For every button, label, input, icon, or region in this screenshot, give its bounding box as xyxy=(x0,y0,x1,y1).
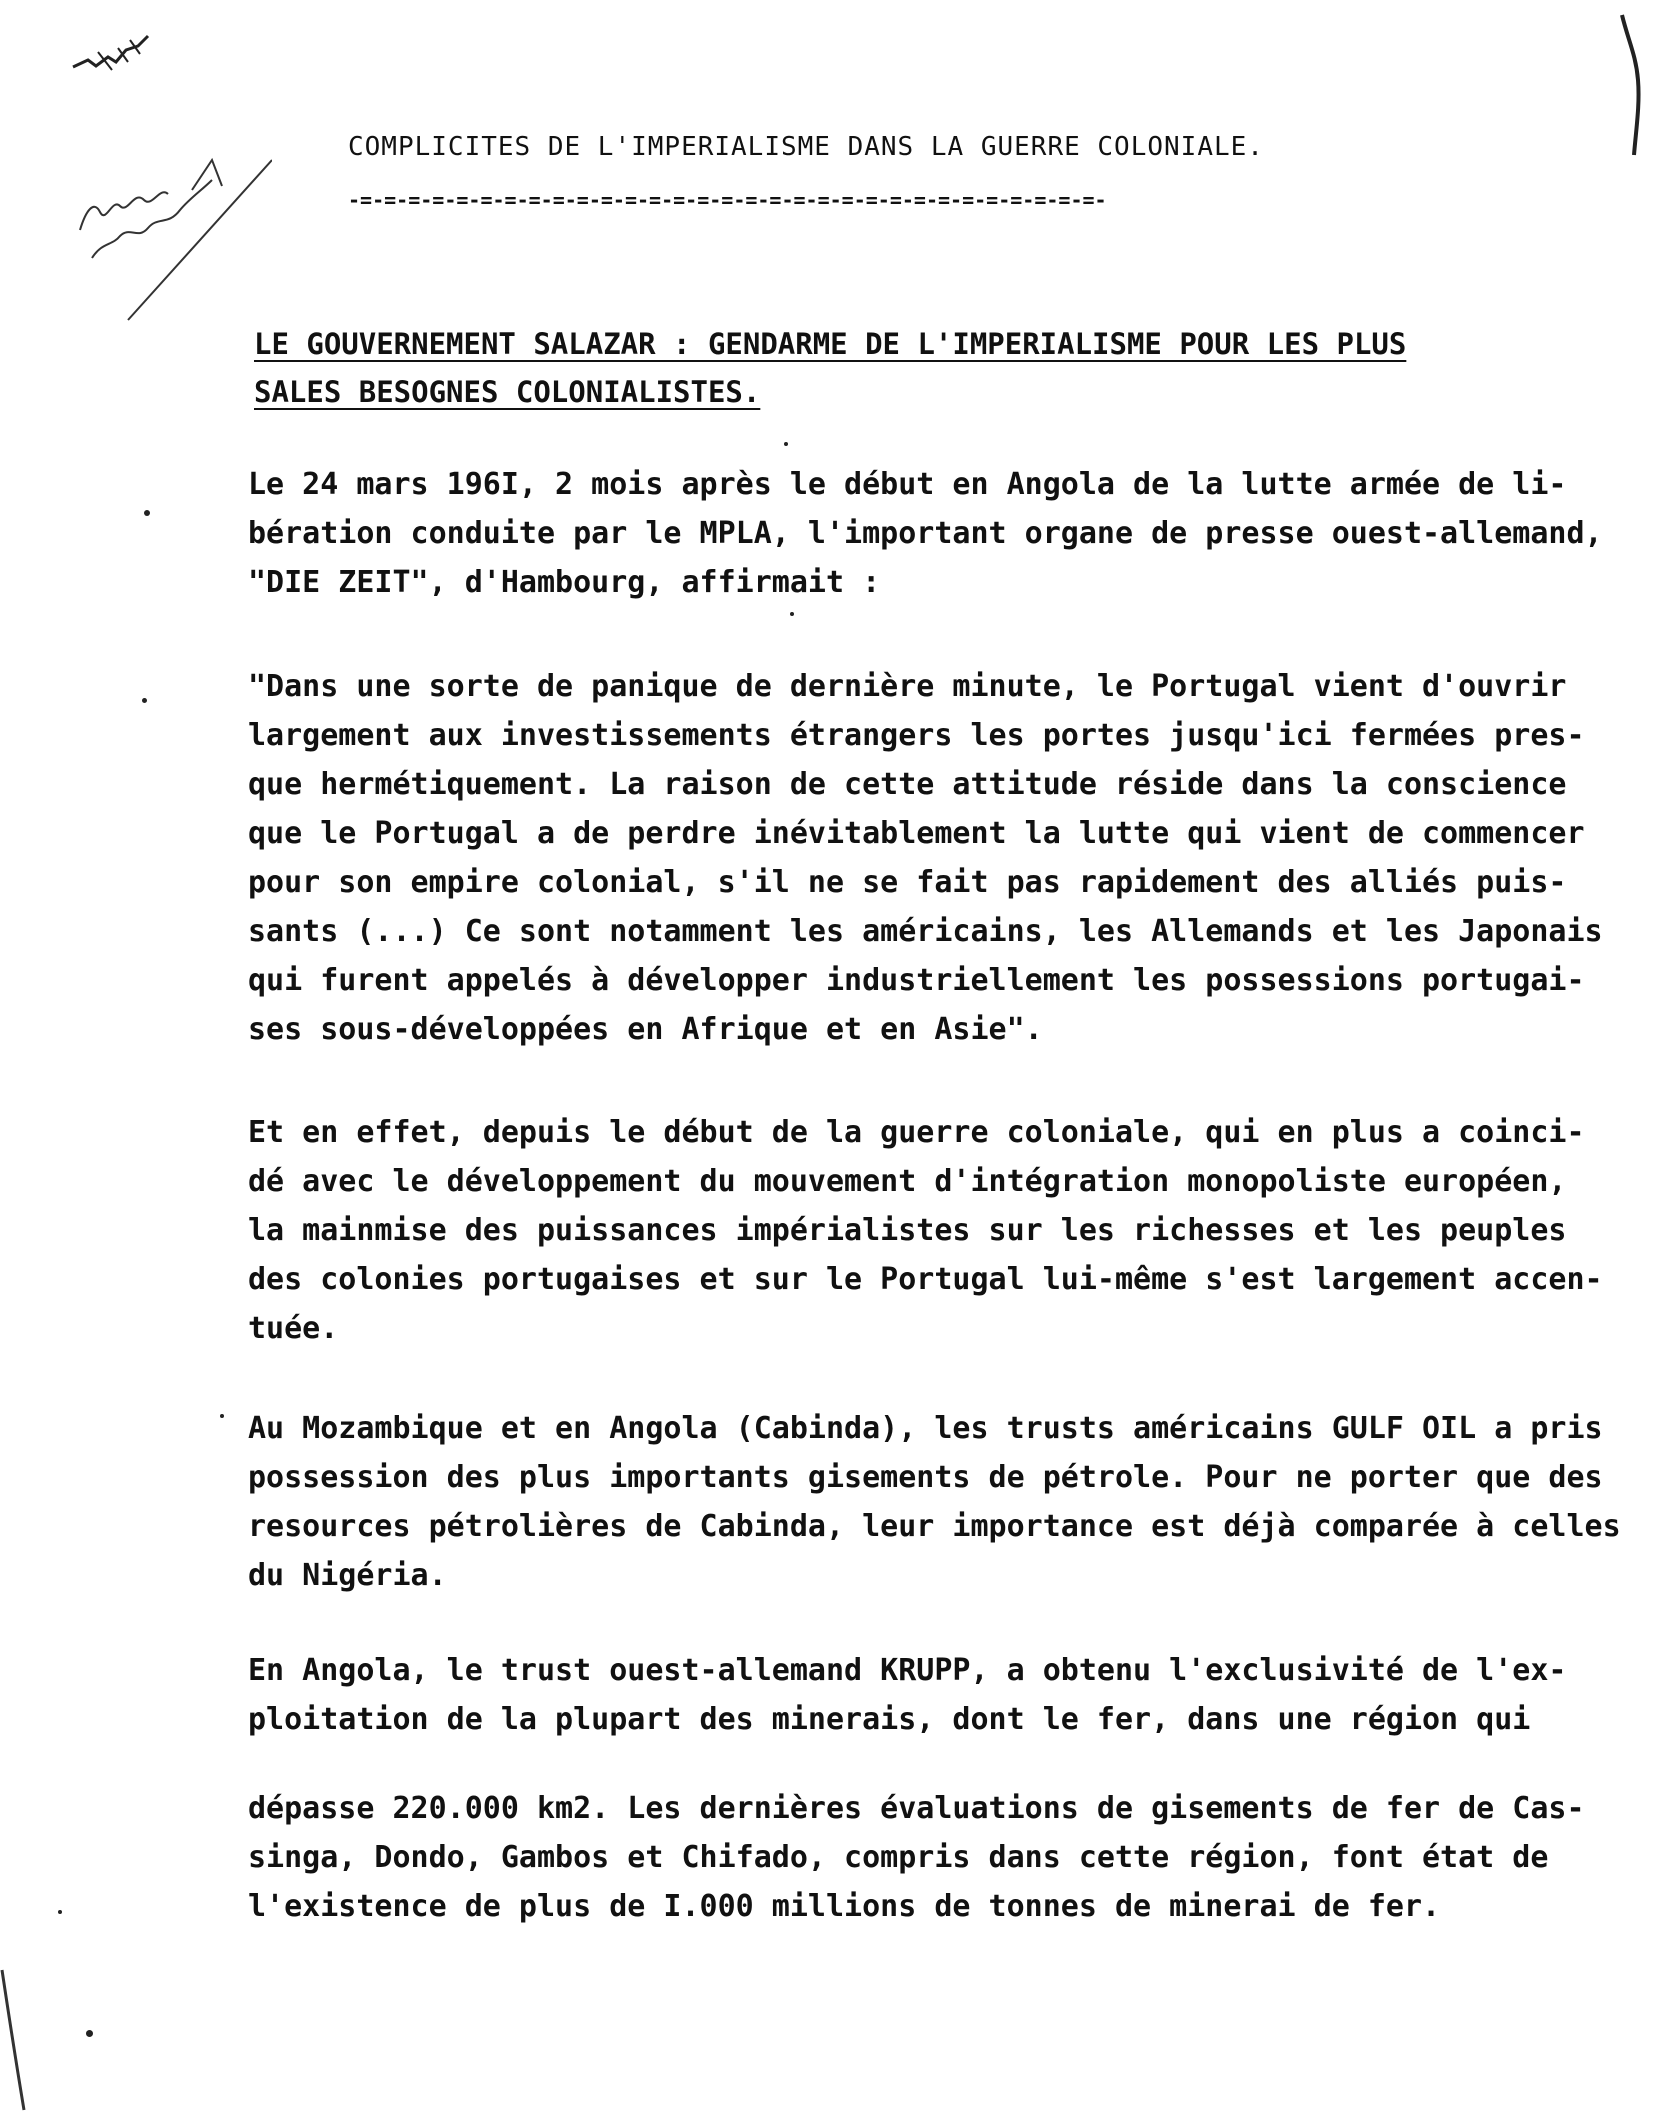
ink-speck xyxy=(784,442,788,446)
text-line: dé avec le développement du mouvement d'intégration monopoliste européen, xyxy=(248,1164,1567,1199)
text-line: dépasse 220.000 km2. Les dernières évaluations de gisements de fer de Cas- xyxy=(248,1791,1585,1826)
text-line: l'existence de plus de I.000 millions de tonnes de minerai de fer. xyxy=(248,1889,1441,1924)
ink-speck xyxy=(790,612,794,616)
text-line: du Nigéria. xyxy=(248,1558,447,1593)
handwritten-annotation xyxy=(72,150,272,330)
text-line: des colonies portugaises et sur le Portugal lui-même s'est largement accen- xyxy=(248,1262,1603,1297)
text-line: sants (...) Ce sont notamment les américains, les Allemands et les Japonais xyxy=(248,914,1603,949)
paragraph-krupp xyxy=(248,1646,1638,1744)
ink-speck xyxy=(86,2030,93,2037)
text-line: resources pétrolières de Cabinda, leur importance est déjà comparée à celles xyxy=(248,1509,1621,1544)
text-line: qui furent appelés à développer industriellement les possessions portugai- xyxy=(248,963,1585,998)
document-title: COMPLICITES DE L'IMPERIALISME DANS LA GUERRE COLONIALE. xyxy=(348,132,1264,162)
paragraph-iron-ore xyxy=(248,1784,1638,1931)
heading-line: LE GOUVERNEMENT SALAZAR : GENDARME DE L'IMPERIALISME POUR LES PLUS xyxy=(254,327,1407,361)
scan-edge-mark xyxy=(0,1960,40,2112)
ink-speck xyxy=(58,1910,62,1914)
text-line: que hermétiquement. La raison de cette attitude réside dans la conscience xyxy=(248,767,1567,802)
text-line: ses sous-développées en Afrique et en Asie". xyxy=(248,1012,1043,1047)
ink-scribble-mark xyxy=(68,22,158,82)
ink-speck xyxy=(220,1414,224,1418)
text-line: possession des plus importants gisements de pétrole. Pour ne porter que des xyxy=(248,1460,1603,1495)
heading-line: SALES BESOGNES COLONIALISTES. xyxy=(254,375,761,409)
text-line: "DIE ZEIT", d'Hambourg, affirmait : xyxy=(248,565,881,600)
text-line: ploitation de la plupart des minerais, dont le fer, dans une région qui xyxy=(248,1702,1531,1737)
text-line: Et en effet, depuis le début de la guerre coloniale, qui en plus a coinci- xyxy=(248,1115,1585,1150)
title-rule: -=-=-=-=-=-=-=-=-=-=-=-=-=-=-=-=-=-=-=-=-=-=-=-=-=-=-=-=-=-=-=- xyxy=(348,188,1107,212)
text-line: bération conduite par le MPLA, l'important organe de presse ouest-allemand, xyxy=(248,516,1603,551)
text-line: Le 24 mars 196I, 2 mois après le début en Angola de la lutte armée de li- xyxy=(248,467,1567,502)
page-edge-mark xyxy=(1614,10,1654,160)
text-line: tuée. xyxy=(248,1311,339,1346)
text-line: En Angola, le trust ouest-allemand KRUPP, a obtenu l'exclusivité de l'ex- xyxy=(248,1653,1567,1688)
section-heading xyxy=(254,320,1554,416)
text-line: la mainmise des puissances impérialistes sur les richesses et les peuples xyxy=(248,1213,1567,1248)
ink-speck xyxy=(144,510,150,516)
text-line: "Dans une sorte de panique de dernière minute, le Portugal vient d'ouvrir xyxy=(248,669,1567,704)
paragraph-effect xyxy=(248,1108,1638,1353)
text-line: pour son empire colonial, s'il ne se fait pas rapidement des alliés puis- xyxy=(248,865,1567,900)
paragraph-intro xyxy=(248,460,1638,607)
text-line: Au Mozambique et en Angola (Cabinda), les trusts américains GULF OIL a pris xyxy=(248,1411,1603,1446)
paragraph-gulf-oil xyxy=(248,1404,1638,1600)
ink-speck xyxy=(142,698,147,703)
text-line: que le Portugal a de perdre inévitablement la lutte qui vient de commencer xyxy=(248,816,1585,851)
paragraph-quote xyxy=(248,662,1638,1054)
text-line: singa, Dondo, Gambos et Chifado, compris dans cette région, font état de xyxy=(248,1840,1549,1875)
text-line: largement aux investissements étrangers les portes jusqu'ici fermées pres- xyxy=(248,718,1585,753)
